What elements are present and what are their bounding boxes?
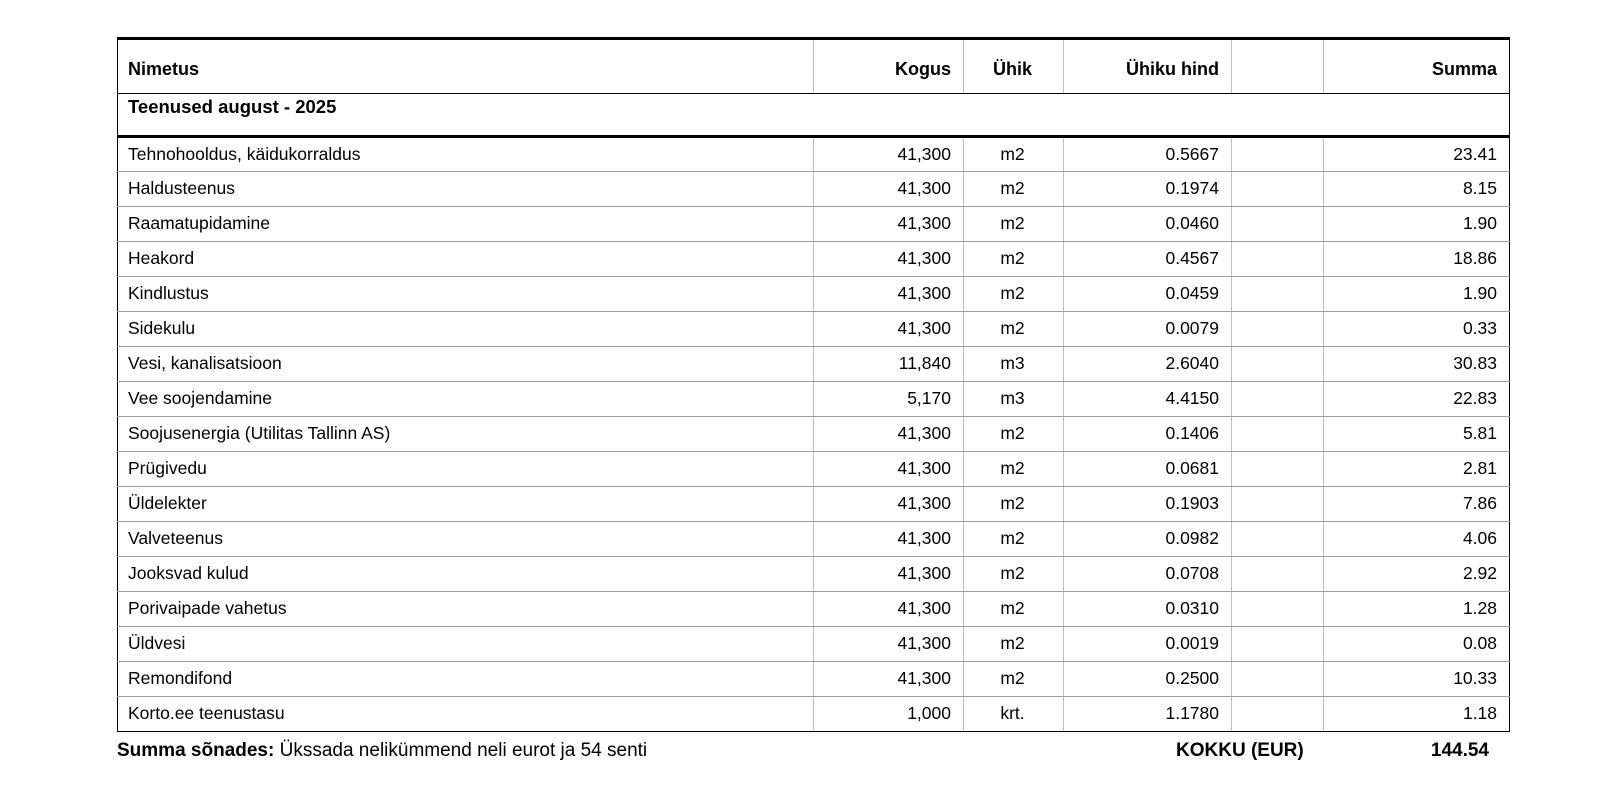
cell-unit-price: 0.4567: [1064, 242, 1232, 277]
cell-unit-price: 0.0460: [1064, 207, 1232, 242]
cell-quantity: 41,300: [814, 452, 964, 487]
table-row: [118, 347, 1510, 382]
cell-name: Vee soojendamine: [118, 382, 814, 417]
cell-name: Üldelekter: [118, 487, 814, 522]
cell-unit: m2: [964, 172, 1064, 207]
cell-name: Raamatupidamine: [118, 207, 814, 242]
cell-sum: 4.06: [1324, 522, 1510, 557]
cell-unit: m2: [964, 452, 1064, 487]
header-blank: [1232, 39, 1324, 94]
table-row: [118, 697, 1510, 732]
cell-unit-price: 0.0459: [1064, 277, 1232, 312]
cell-name: Prügivedu: [118, 452, 814, 487]
table-row: [118, 277, 1510, 312]
cell-name: Heakord: [118, 242, 814, 277]
cell-unit-price: 0.0681: [1064, 452, 1232, 487]
cell-sum: 18.86: [1324, 242, 1510, 277]
cell-unit: m2: [964, 417, 1064, 452]
section-title: Teenused august - 2025: [128, 96, 337, 117]
cell-quantity: 41,300: [814, 627, 964, 662]
invoice-footer: [117, 738, 1509, 768]
cell-name: Kindlustus: [118, 277, 814, 312]
cell-quantity: 41,300: [814, 417, 964, 452]
sum-in-words-text: Ükssada nelikümmend neli eurot ja 54 senti: [274, 740, 648, 761]
cell-sum: 1.90: [1324, 207, 1510, 242]
cell-unit: m2: [964, 522, 1064, 557]
cell-unit: m2: [964, 312, 1064, 347]
sum-in-words-label: Summa sõnades:: [117, 740, 275, 761]
cell-sum: 1.90: [1324, 277, 1510, 312]
cell-blank: [1232, 277, 1324, 312]
header-unit: Ühik: [964, 39, 1064, 94]
cell-sum: 22.83: [1324, 382, 1510, 417]
invoice-table: [117, 37, 1510, 732]
section-title-cell: [118, 94, 1510, 137]
cell-quantity: 1,000: [814, 697, 964, 732]
cell-unit: m2: [964, 277, 1064, 312]
cell-sum: 23.41: [1324, 137, 1510, 172]
header-sum: Summa: [1324, 39, 1510, 94]
table-row: [118, 627, 1510, 662]
cell-unit: m3: [964, 382, 1064, 417]
cell-name: Jooksvad kulud: [118, 557, 814, 592]
cell-unit-price: 0.0982: [1064, 522, 1232, 557]
cell-blank: [1232, 662, 1324, 697]
cell-blank: [1232, 242, 1324, 277]
cell-quantity: 41,300: [814, 277, 964, 312]
header-quantity: Kogus: [814, 39, 964, 94]
cell-unit: m2: [964, 207, 1064, 242]
table-row: [118, 172, 1510, 207]
cell-name: Porivaipade vahetus: [118, 592, 814, 627]
cell-name: Soojusenergia (Utilitas Tallinn AS): [118, 417, 814, 452]
cell-blank: [1232, 137, 1324, 172]
cell-sum: 2.81: [1324, 452, 1510, 487]
cell-quantity: 41,300: [814, 207, 964, 242]
cell-blank: [1232, 382, 1324, 417]
total-label: KOKKU (EUR): [1176, 740, 1304, 761]
cell-unit-price: 2.6040: [1064, 347, 1232, 382]
cell-unit-price: 0.0019: [1064, 627, 1232, 662]
cell-blank: [1232, 522, 1324, 557]
cell-unit: m2: [964, 592, 1064, 627]
invoice-rows: [118, 137, 1510, 732]
cell-quantity: 41,300: [814, 137, 964, 172]
cell-quantity: 41,300: [814, 557, 964, 592]
cell-unit-price: 0.0079: [1064, 312, 1232, 347]
cell-unit: m2: [964, 557, 1064, 592]
cell-blank: [1232, 452, 1324, 487]
header-unit-price: Ühiku hind: [1064, 39, 1232, 94]
cell-quantity: 11,840: [814, 347, 964, 382]
cell-quantity: 5,170: [814, 382, 964, 417]
cell-sum: 30.83: [1324, 347, 1510, 382]
total-value: 144.54: [1430, 740, 1489, 761]
cell-unit-price: 0.2500: [1064, 662, 1232, 697]
cell-unit-price: 4.4150: [1064, 382, 1232, 417]
table-row: [118, 592, 1510, 627]
cell-blank: [1232, 557, 1324, 592]
cell-blank: [1232, 417, 1324, 452]
cell-unit: m2: [964, 137, 1064, 172]
cell-blank: [1232, 347, 1324, 382]
cell-blank: [1232, 172, 1324, 207]
cell-unit-price: 0.1974: [1064, 172, 1232, 207]
cell-quantity: 41,300: [814, 592, 964, 627]
cell-name: Sidekulu: [118, 312, 814, 347]
section-row: [118, 94, 1510, 137]
cell-unit-price: 1.1780: [1064, 697, 1232, 732]
cell-name: Tehnohooldus, käidukorraldus: [118, 137, 814, 172]
cell-blank: [1232, 312, 1324, 347]
cell-name: Remondifond: [118, 662, 814, 697]
table-row: [118, 662, 1510, 697]
cell-quantity: 41,300: [814, 242, 964, 277]
cell-blank: [1232, 207, 1324, 242]
table-row: [118, 487, 1510, 522]
cell-blank: [1232, 592, 1324, 627]
cell-unit-price: 0.0708: [1064, 557, 1232, 592]
cell-sum: 7.86: [1324, 487, 1510, 522]
cell-sum: 8.15: [1324, 172, 1510, 207]
table-row: [118, 557, 1510, 592]
cell-quantity: 41,300: [814, 172, 964, 207]
cell-name: Üldvesi: [118, 627, 814, 662]
cell-name: Vesi, kanalisatsioon: [118, 347, 814, 382]
cell-sum: 2.92: [1324, 557, 1510, 592]
cell-blank: [1232, 627, 1324, 662]
cell-name: Valveteenus: [118, 522, 814, 557]
table-row: [118, 242, 1510, 277]
sum-in-words: [117, 740, 647, 762]
cell-unit-price: 0.1903: [1064, 487, 1232, 522]
cell-sum: 5.81: [1324, 417, 1510, 452]
cell-unit: m2: [964, 487, 1064, 522]
table-row: [118, 207, 1510, 242]
cell-blank: [1232, 487, 1324, 522]
cell-sum: 0.08: [1324, 627, 1510, 662]
cell-blank: [1232, 697, 1324, 732]
cell-quantity: 41,300: [814, 522, 964, 557]
cell-unit: m2: [964, 662, 1064, 697]
cell-quantity: 41,300: [814, 312, 964, 347]
cell-unit-price: 0.5667: [1064, 137, 1232, 172]
cell-sum: 10.33: [1324, 662, 1510, 697]
table-row: [118, 452, 1510, 487]
table-row: [118, 312, 1510, 347]
table-header-row: [118, 39, 1510, 94]
table-row: [118, 417, 1510, 452]
header-name: Nimetus: [118, 39, 814, 94]
cell-unit: m2: [964, 627, 1064, 662]
cell-name: Korto.ee teenustasu: [118, 697, 814, 732]
table-row: [118, 137, 1510, 172]
cell-unit: m3: [964, 347, 1064, 382]
cell-unit: krt.: [964, 697, 1064, 732]
table-row: [118, 522, 1510, 557]
cell-unit-price: 0.1406: [1064, 417, 1232, 452]
cell-sum: 0.33: [1324, 312, 1510, 347]
invoice-sheet: [117, 37, 1509, 732]
cell-name: Haldusteenus: [118, 172, 814, 207]
cell-unit: m2: [964, 242, 1064, 277]
cell-sum: 1.28: [1324, 592, 1510, 627]
cell-quantity: 41,300: [814, 662, 964, 697]
cell-quantity: 41,300: [814, 487, 964, 522]
cell-sum: 1.18: [1324, 697, 1510, 732]
cell-unit-price: 0.0310: [1064, 592, 1232, 627]
table-row: [118, 382, 1510, 417]
